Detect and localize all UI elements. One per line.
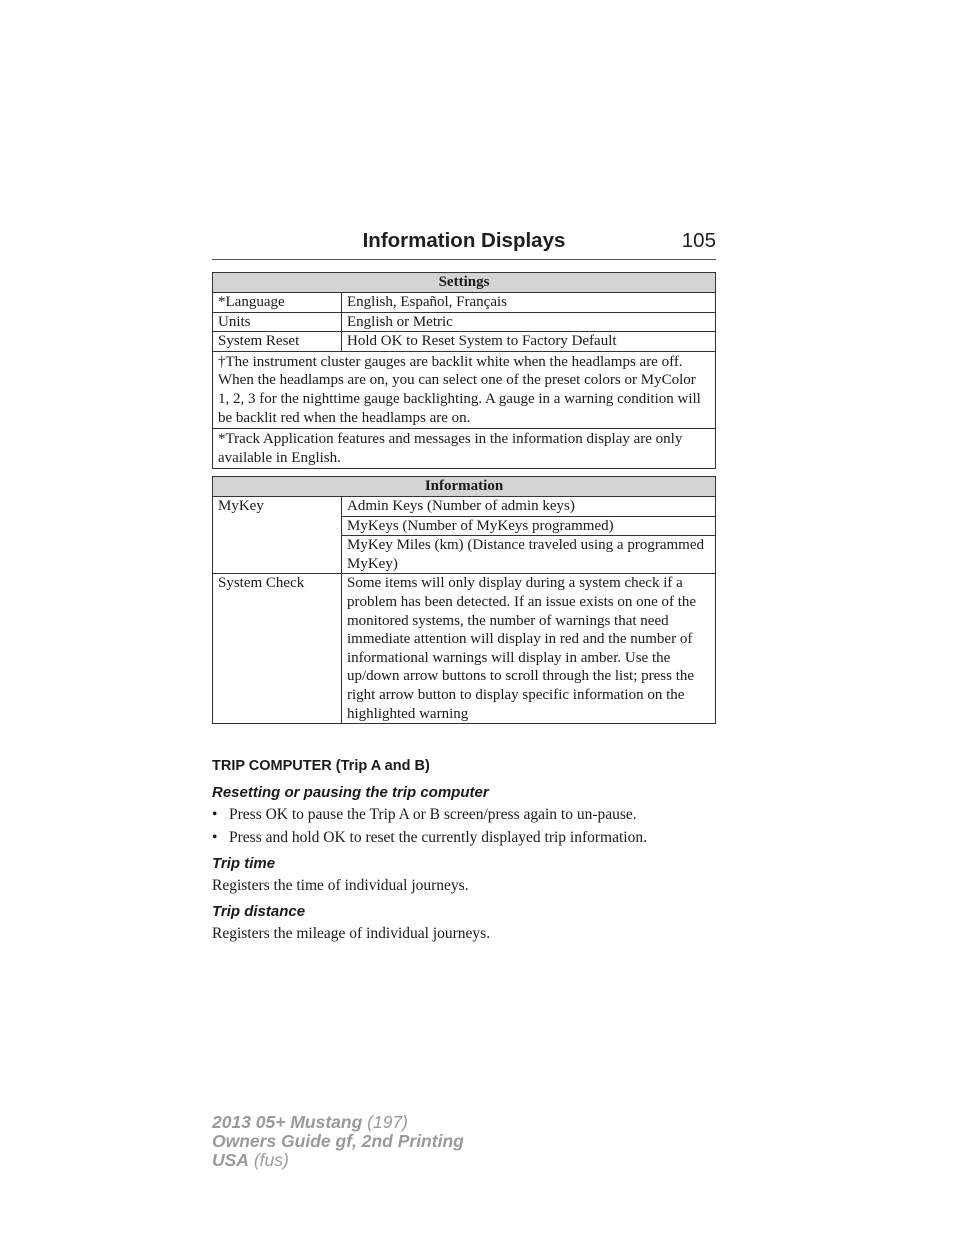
trip-time-text: Registers the time of individual journeys.: [212, 877, 469, 894]
trip-distance-text: Registers the mileage of individual journeys.: [212, 925, 491, 942]
reset-pause-heading: Resetting or pausing the trip computer: [212, 784, 489, 801]
table-row: [213, 574, 716, 724]
footer-model-code: (197): [367, 1112, 409, 1132]
settings-value-language: English, Español, Français: [342, 293, 716, 313]
footer-region: USA: [212, 1150, 249, 1170]
bullet-text: Press and hold OK to reset the currently displayed trip information.: [229, 829, 647, 846]
page-number: 105: [681, 229, 716, 252]
settings-label-units: Units: [213, 312, 342, 332]
footer-line-guide: [212, 1132, 464, 1151]
info-value-mykey-miles: MyKey Miles (km) (Distance traveled using a programmed MyKey): [342, 536, 716, 574]
table-row: [213, 332, 716, 352]
footer-model: 2013 05+ Mustang: [212, 1112, 363, 1132]
info-label-mykey: MyKey: [213, 497, 342, 574]
footer-line-region: [212, 1151, 464, 1170]
info-value-system-check: Some items will only display during a system check if a problem has been detected. If an issue exists on one of the monitored systems, the number of warnings that need immediate attention will display in red and the number of informational warnings will display in amber. Use the up/down arrow buttons to scroll through the list; press the right arrow button to display specific information on the highlighted warning: [342, 574, 716, 724]
table-row: [213, 351, 716, 428]
table-row: [213, 312, 716, 332]
page-title: Information Displays: [362, 229, 566, 252]
settings-table-heading: Settings: [213, 273, 716, 293]
page-footer: [212, 1113, 464, 1170]
info-value-mykeys: MyKeys (Number of MyKeys programmed): [342, 516, 716, 536]
trip-time-heading: Trip time: [212, 855, 276, 872]
footer-region-code: (fus): [253, 1150, 289, 1170]
settings-table: [212, 272, 716, 469]
settings-label-language: *Language: [213, 293, 342, 313]
list-item: [212, 829, 647, 847]
info-label-system-check: System Check: [213, 574, 342, 724]
list-item: [212, 806, 637, 824]
settings-note-language: *Track Application features and messages in the information display are only available in English.: [213, 429, 716, 469]
bullet-text: Press OK to pause the Trip A or B screen/press again to un-pause.: [229, 806, 637, 823]
footer-guide: Owners Guide gf, 2nd Printing: [212, 1131, 464, 1151]
bullet-icon: •: [212, 806, 218, 823]
information-table-heading: Information: [213, 477, 716, 497]
settings-value-units: English or Metric: [342, 312, 716, 332]
trip-computer-heading: TRIP COMPUTER (Trip A and B): [212, 758, 430, 774]
settings-label-system-reset: System Reset: [213, 332, 342, 352]
table-row: [213, 429, 716, 469]
information-table: [212, 476, 716, 724]
footer-line-model: [212, 1113, 464, 1132]
table-row: [213, 293, 716, 313]
table-row: [213, 497, 716, 517]
settings-value-system-reset: Hold OK to Reset System to Factory Default: [342, 332, 716, 352]
bullet-icon: •: [212, 829, 218, 846]
info-value-admin-keys: Admin Keys (Number of admin keys): [342, 497, 716, 517]
trip-distance-heading: Trip distance: [212, 903, 306, 920]
settings-note-backlight: †The instrument cluster gauges are backlit white when the headlamps are off. When the headlamps are on, you can select one of the preset colors or MyColor 1, 2, 3 for the nighttime gauge backlighting. A gauge in a warning condition will be backlit red when the headlamps are on.: [213, 351, 716, 428]
page-header: [212, 229, 716, 260]
